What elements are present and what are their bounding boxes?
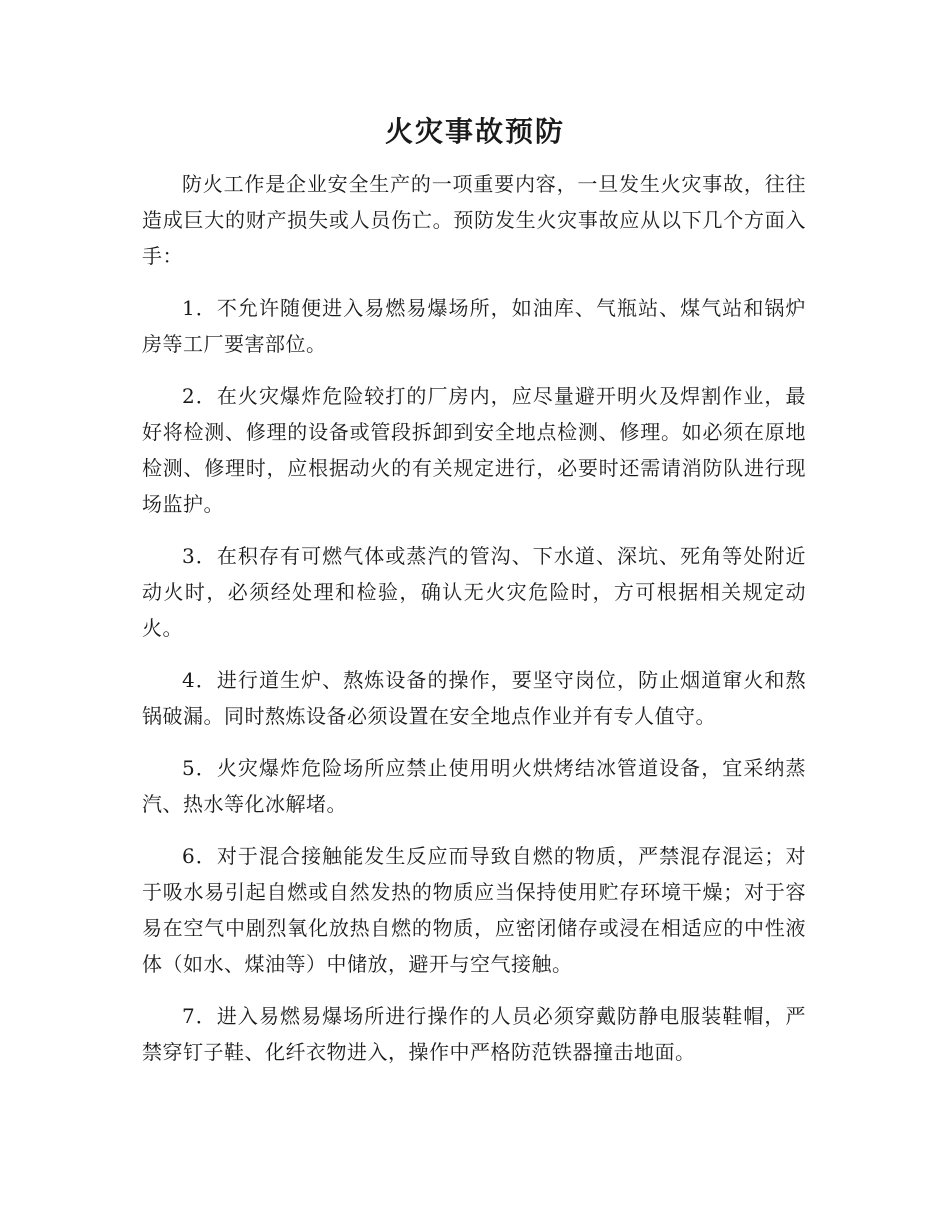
- list-item: 5．火灾爆炸危险场所应禁止使用明火烘烤结冰管道设备，宜采纳蒸汽、热水等化冰解堵。: [142, 756, 806, 816]
- list-item: 6．对于混合接触能发生反应而导致自燃的物质，严禁混存混运；对于吸水易引起自燃或自然发热的物质应当保持使用贮存环境干燥；对于容易在空气中剧烈氧化放热自燃的物质，应密闭储存或浸在相适应的中性液体（如水、煤油等）中储放，避开与空气接触。: [142, 844, 806, 976]
- list-item: 7．进入易燃易爆场所进行操作的人员必须穿戴防静电服装鞋帽，严禁穿钉子鞋、化纤衣物进入，操作中严格防范铁器撞击地面。: [142, 1004, 806, 1064]
- document-title: 火灾事故预防: [384, 115, 565, 148]
- document-body: [142, 166, 806, 1086]
- list-item: 4．进行道生炉、熬炼设备的操作，要坚守岗位，防止烟道窜火和熬锅破漏。同时熬炼设备必须设置在安全地点作业并有专人值守。: [142, 668, 806, 728]
- list-item: 2．在火灾爆炸危险较打的厂房内，应尽量避开明火及焊割作业，最好将检测、修理的设备或管段拆卸到安全地点检测、修理。如必须在原地检测、修理时，应根据动火的有关规定进行，必要时还需请消防队进行现场监护。: [142, 384, 806, 516]
- intro-paragraph: 防火工作是企业安全生产的一项重要内容，一旦发生火灾事故，往往造成巨大的财产损失或人员伤亡。预防发生火灾事故应从以下几个方面入手：: [142, 172, 806, 268]
- list-item: 3．在积存有可燃气体或蒸汽的管沟、下水道、深坑、死角等处附近动火时，必须经处理和检验，确认无火灾危险时，方可根据相关规定动火。: [142, 544, 806, 640]
- list-item: 1．不允许随便进入易燃易爆场所，如油库、气瓶站、煤气站和锅炉房等工厂要害部位。: [142, 296, 806, 356]
